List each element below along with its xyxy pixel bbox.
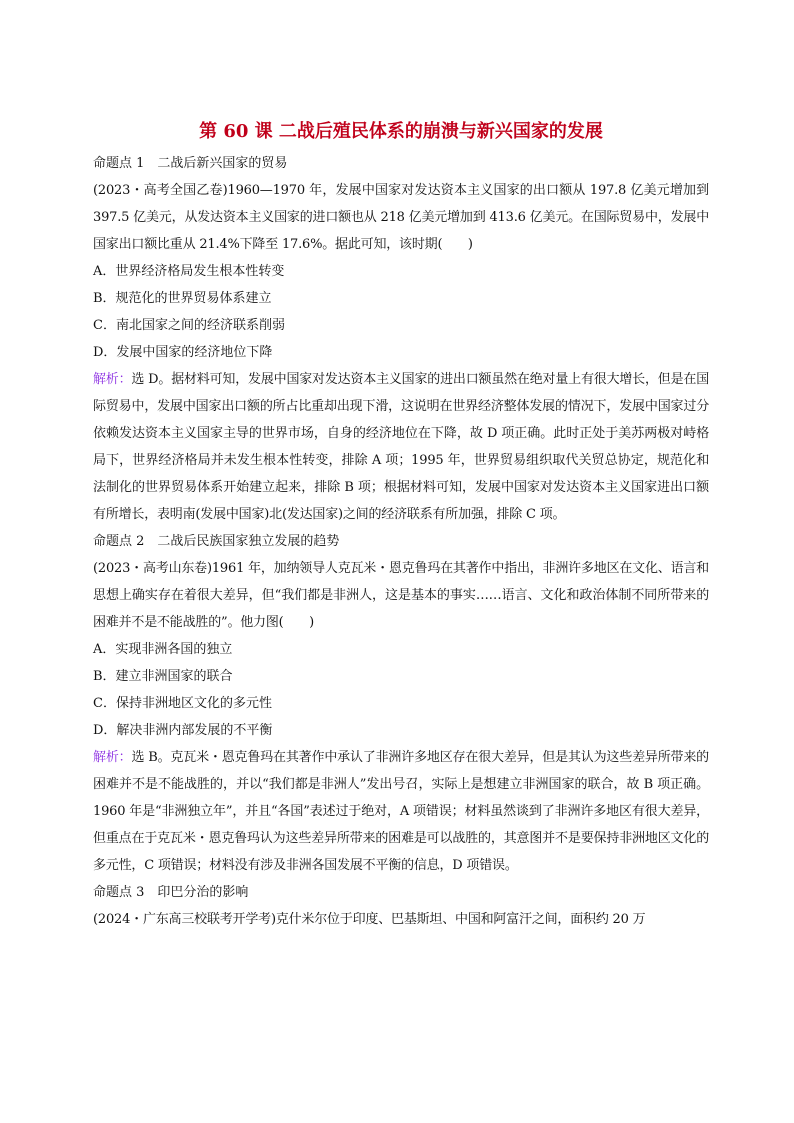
section-2-option-a: A．实现非洲各国的独立	[93, 642, 233, 657]
section-2-question: (2023・高考山东卷)1961 年，加纳领导人克瓦米・恩克鲁玛在其著作中指出，非洲许多地区在文化、语言和思想上确实存在着很大差异，但“我们都是非洲人，这是基本的事实……语言、文化和政治体制不同所带来的困难并不是不能战胜的”。他力图( )	[93, 561, 709, 630]
section-3	[93, 879, 709, 933]
section-2-option-b: B．建立非洲国家的联合	[93, 669, 233, 684]
section-1	[93, 150, 709, 528]
document-page	[93, 118, 709, 933]
section-2-heading: 命题点 2 二战后民族国家独立发展的趋势	[93, 534, 340, 549]
analysis-text: 选 B。克瓦米・恩克鲁玛在其著作中承认了非洲许多地区存在很大差异，但是其认为这些差异所带来的困难并不是不能战胜的，并以“我们都是非洲人”发出号召，实际上是想建立非洲国家的联合，故 B 项正确。1960 年是“非洲独立年”，并且“各国”表述过于绝对，A 项错误；材料虽然谈到了非洲许多地区有很大差异，但重点在于克瓦米・恩克鲁玛认为这些差异所带来的困难是可以战胜的，其意图并不是要保持非洲地区文化的多元性，C 项错误；材料没有涉及非洲各国发展不平衡的信息，D 项错误。	[93, 750, 709, 873]
section-3-question: (2024・广东高三校联考开学考)克什米尔位于印度、巴基斯坦、中国和阿富汗之间，面积约 20 万	[93, 912, 646, 927]
section-1-option-d: D．发展中国家的经济地位下降	[93, 345, 273, 360]
analysis-text: 选 D。据材料可知，发展中国家对发达资本主义国家的进出口额虽然在绝对量上有很大增长，但是在国际贸易中，发展中国家出口额的所占比重却出现下滑，这说明在世界经济整体发展的情况下，发展中国家过分依赖发达资本主义国家主导的世界市场，自身的经济地位在下降，故 D 项正确。此时正处于美苏两极对峙格局下，世界经济格局并未发生根本性转变，排除 A 项；1995 年，世界贸易组织取代关贸总协定，规范化和法制化的世界贸易体系开始建立起来，排除 B 项；根据材料可知，发展中国家对发达资本主义国家进出口额有所增长，表明南(发展中国家)北(发达国家)之间的经济联系有所加强，排除 C 项。	[93, 372, 709, 522]
section-2-option-c: C．保持非洲地区文化的多元性	[93, 696, 272, 711]
lesson-title: 第 60 课 二战后殖民体系的崩溃与新兴国家的发展	[199, 121, 603, 142]
section-1-analysis	[93, 366, 709, 528]
section-1-option-a: A．世界经济格局发生根本性转变	[93, 264, 285, 279]
section-2-option-d: D．解决非洲内部发展的不平衡	[93, 723, 273, 738]
section-1-heading: 命题点 1 二战后新兴国家的贸易	[93, 156, 288, 171]
section-2	[93, 528, 709, 879]
analysis-label: 解析：	[93, 372, 132, 387]
section-1-question: (2023・高考全国乙卷)1960—1970 年，发展中国家对发达资本主义国家的出口额从 197.8 亿美元增加到 397.5 亿美元，从发达资本主义国家的进口额也从 218 亿美元增加到 413.6 亿美元。在国际贸易中，发展中国家出口额比重从 21.4%下降至 17.6%。据此可知，该时期( )	[93, 183, 709, 252]
section-3-heading: 命题点 3 印巴分治的影响	[93, 885, 249, 900]
analysis-label: 解析：	[93, 750, 132, 765]
section-1-option-c: C．南北国家之间的经济联系削弱	[93, 318, 285, 333]
section-2-analysis	[93, 744, 709, 879]
section-1-option-b: B．规范化的世界贸易体系建立	[93, 291, 272, 306]
